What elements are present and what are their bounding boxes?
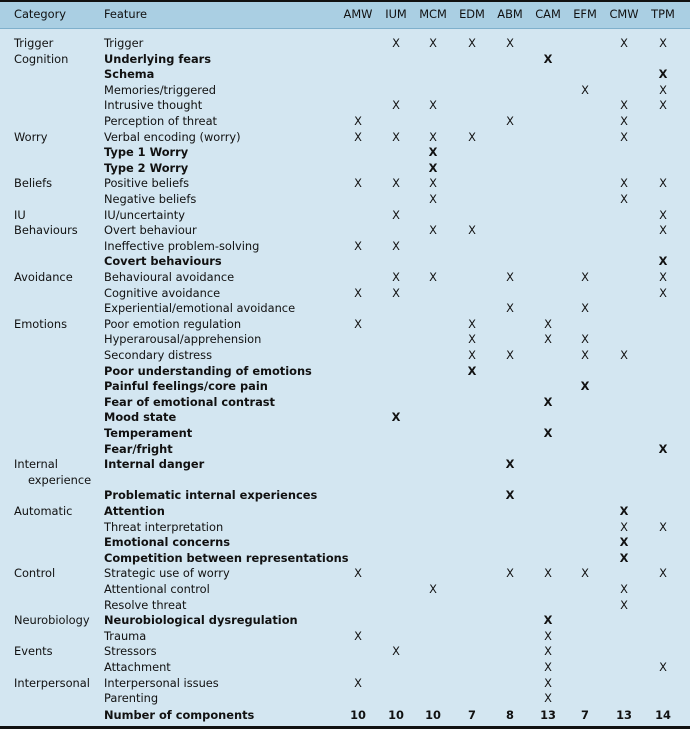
category-cell: IU xyxy=(14,207,26,222)
mark-cell: X xyxy=(429,129,437,144)
mark-cell: X xyxy=(543,394,553,409)
feature-cell: Mood state xyxy=(104,410,177,425)
mark-cell: X xyxy=(506,348,514,362)
mark-cell: X xyxy=(506,270,514,284)
mark-cell: X xyxy=(619,535,629,550)
column-header-feature: Feature xyxy=(104,7,148,21)
totals-value: 13 xyxy=(616,708,632,723)
category-cell-continued: experience xyxy=(28,472,92,487)
mark-cell: X xyxy=(620,36,628,50)
feature-cell: Behavioural avoidance xyxy=(104,270,235,284)
column-header-model: AMW xyxy=(343,7,373,21)
mark-cell: X xyxy=(354,176,362,191)
mark-cell: X xyxy=(505,488,515,503)
feature-cell: Temperament xyxy=(104,426,193,440)
mark-cell: X xyxy=(620,192,628,206)
mark-cell: X xyxy=(392,644,400,659)
mark-cell: X xyxy=(659,82,667,97)
feature-cell: Ineffective problem-solving xyxy=(104,238,260,253)
mark-cell: X xyxy=(658,441,668,456)
mark-cell: X xyxy=(659,36,667,50)
feature-cell: Trauma xyxy=(104,628,147,643)
column-header-model: ABM xyxy=(497,7,523,21)
mark-cell: X xyxy=(428,160,438,175)
mark-cell: X xyxy=(659,98,667,113)
mark-cell: X xyxy=(429,582,437,596)
feature-cell: Poor understanding of emotions xyxy=(104,363,312,378)
category-cell: Worry xyxy=(14,129,48,144)
mark-cell: X xyxy=(620,582,628,596)
mark-cell: X xyxy=(580,379,590,394)
mark-cell: X xyxy=(544,660,552,674)
mark-cell: X xyxy=(543,426,553,440)
mark-cell: X xyxy=(392,285,400,300)
feature-cell: Verbal encoding (worry) xyxy=(104,129,241,144)
mark-cell: X xyxy=(392,129,400,144)
feature-cell: Threat interpretation xyxy=(104,519,224,534)
mark-cell: X xyxy=(544,566,552,581)
column-header-category: Category xyxy=(14,7,67,21)
mark-cell: X xyxy=(659,176,667,191)
column-header-model: MCM xyxy=(419,7,447,21)
feature-cell: Neurobiological dysregulation xyxy=(104,613,298,628)
category-cell: Events xyxy=(14,644,53,659)
mark-cell: X xyxy=(354,238,362,253)
mark-cell: X xyxy=(391,410,401,425)
mark-cell: X xyxy=(429,270,437,284)
mark-cell: X xyxy=(354,285,362,300)
category-cell: Neurobiology xyxy=(14,613,90,628)
feature-cell: Competition between representations xyxy=(104,550,349,565)
feature-cell: Experiential/emotional avoidance xyxy=(104,301,296,316)
mark-cell: X xyxy=(429,192,437,206)
mark-cell: X xyxy=(619,550,629,565)
mark-cell: X xyxy=(620,129,628,144)
mark-cell: X xyxy=(544,644,552,659)
mark-cell: X xyxy=(620,176,628,191)
mark-cell: X xyxy=(619,504,629,518)
feature-cell: Perception of threat xyxy=(104,114,218,128)
mark-cell: X xyxy=(354,566,362,581)
mark-cell: X xyxy=(659,223,667,238)
mark-cell: X xyxy=(468,129,476,144)
totals-label: Number of components xyxy=(104,708,255,723)
mark-cell: X xyxy=(620,597,628,612)
mark-cell: X xyxy=(544,675,552,690)
mark-cell: X xyxy=(581,566,589,581)
category-cell: Interpersonal xyxy=(14,675,90,690)
mark-cell: X xyxy=(659,270,667,284)
category-cell: Internal xyxy=(14,457,58,472)
mark-cell: X xyxy=(544,628,552,643)
feature-cell: Interpersonal issues xyxy=(104,675,219,690)
feature-cell: Underlying fears xyxy=(104,51,212,66)
mark-cell: X xyxy=(658,67,668,82)
feature-cell: Painful feelings/core pain xyxy=(104,379,268,394)
mark-cell: X xyxy=(392,207,400,222)
mark-cell: X xyxy=(468,332,476,347)
totals-value: 7 xyxy=(581,708,589,723)
mark-cell: X xyxy=(620,348,628,362)
feature-cell: Attentional control xyxy=(104,582,210,596)
feature-cell: Covert behaviours xyxy=(104,254,222,269)
column-header-model: CMW xyxy=(609,7,639,21)
mark-cell: X xyxy=(429,176,437,191)
mark-cell: X xyxy=(544,691,552,706)
feature-cell: Type 1 Worry xyxy=(104,145,189,160)
mark-cell: X xyxy=(581,348,589,362)
mark-cell: X xyxy=(354,675,362,690)
mark-cell: X xyxy=(354,316,362,331)
mark-cell: X xyxy=(659,660,667,674)
feature-cell: Overt behaviour xyxy=(104,223,197,238)
feature-cell: Hyperarousal/apprehension xyxy=(104,332,262,347)
mark-cell: X xyxy=(659,566,667,581)
mark-cell: X xyxy=(505,457,515,472)
mark-cell: X xyxy=(544,316,552,331)
totals-value: 7 xyxy=(468,708,476,723)
feature-cell: Trigger xyxy=(104,36,144,50)
mark-cell: X xyxy=(392,176,400,191)
feature-cell: Cognitive avoidance xyxy=(104,285,221,300)
category-cell: Trigger xyxy=(14,36,54,50)
column-header-model: TPM xyxy=(651,7,675,21)
mark-cell: X xyxy=(429,36,437,50)
category-cell: Beliefs xyxy=(14,176,53,191)
category-cell: Behaviours xyxy=(14,223,78,238)
mark-cell: X xyxy=(392,270,400,284)
mark-cell: X xyxy=(468,316,476,331)
feature-cell: Poor emotion regulation xyxy=(104,316,242,331)
mark-cell: X xyxy=(468,36,476,50)
feature-cell: Attachment xyxy=(104,660,171,674)
totals-value: 14 xyxy=(655,708,671,723)
mark-cell: X xyxy=(659,285,667,300)
mark-cell: X xyxy=(543,51,553,66)
mark-cell: X xyxy=(620,519,628,534)
mark-cell: X xyxy=(659,207,667,222)
category-cell: Automatic xyxy=(14,504,73,518)
mark-cell: X xyxy=(659,519,667,534)
column-header-model: IUM xyxy=(385,7,407,21)
feature-cell: Memories/triggered xyxy=(104,82,216,97)
feature-cell: IU/uncertainty xyxy=(104,207,185,222)
totals-value: 13 xyxy=(540,708,556,723)
mark-cell: X xyxy=(354,129,362,144)
totals-value: 10 xyxy=(350,708,366,723)
category-cell: Control xyxy=(14,566,56,581)
feature-cell: Intrusive thought xyxy=(104,98,203,113)
feature-cell: Type 2 Worry xyxy=(104,160,189,175)
category-cell: Emotions xyxy=(14,316,68,331)
feature-cell: Resolve threat xyxy=(104,597,187,612)
mark-cell: X xyxy=(354,628,362,643)
feature-cell: Negative beliefs xyxy=(104,192,197,206)
mark-cell: X xyxy=(506,566,514,581)
feature-cell: Problematic internal experiences xyxy=(104,488,318,503)
totals-value: 10 xyxy=(425,708,441,723)
category-cell: Cognition xyxy=(14,51,69,66)
totals-value: 8 xyxy=(506,708,514,723)
mark-cell: X xyxy=(429,98,437,113)
feature-cell: Attention xyxy=(104,504,165,518)
mark-cell: X xyxy=(506,114,514,128)
feature-cell: Secondary distress xyxy=(104,348,213,362)
totals-value: 10 xyxy=(388,708,404,723)
mark-cell: X xyxy=(467,363,477,378)
feature-cell: Stressors xyxy=(104,644,157,659)
mark-cell: X xyxy=(506,36,514,50)
mark-cell: X xyxy=(544,332,552,347)
mark-cell: X xyxy=(581,82,589,97)
column-header-model: CAM xyxy=(535,7,561,21)
mark-cell: X xyxy=(392,238,400,253)
feature-cell: Fear/fright xyxy=(104,441,173,456)
mark-cell: X xyxy=(428,145,438,160)
mark-cell: X xyxy=(581,332,589,347)
mark-cell: X xyxy=(658,254,668,269)
mark-cell: X xyxy=(354,114,362,128)
mark-cell: X xyxy=(581,301,589,316)
feature-cell: Emotional concerns xyxy=(104,535,230,550)
mark-cell: X xyxy=(620,98,628,113)
column-header-model: EDM xyxy=(459,7,485,21)
mark-cell: X xyxy=(468,348,476,362)
mark-cell: X xyxy=(506,301,514,316)
feature-cell: Positive beliefs xyxy=(104,176,190,191)
mark-cell: X xyxy=(543,613,553,628)
feature-cell: Fear of emotional contrast xyxy=(104,394,275,409)
feature-cell: Strategic use of worry xyxy=(104,566,230,581)
category-cell: Avoidance xyxy=(14,270,73,284)
mark-cell: X xyxy=(392,98,400,113)
mark-cell: X xyxy=(468,223,476,238)
feature-cell: Parenting xyxy=(104,691,159,706)
column-header-model: EFM xyxy=(573,7,597,21)
mark-cell: X xyxy=(620,114,628,128)
feature-cell: Internal danger xyxy=(104,457,205,472)
feature-cell: Schema xyxy=(104,67,155,82)
mark-cell: X xyxy=(581,270,589,284)
mark-cell: X xyxy=(392,36,400,50)
mark-cell: X xyxy=(429,223,437,238)
